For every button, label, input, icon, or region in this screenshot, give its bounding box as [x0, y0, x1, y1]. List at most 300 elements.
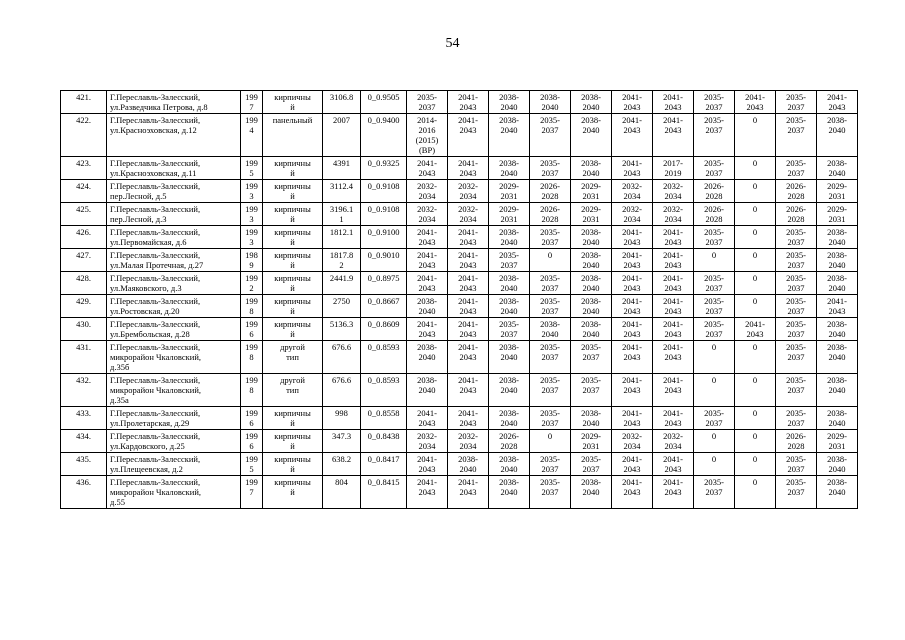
period-cell: [817, 91, 858, 114]
period-cell: [407, 157, 448, 180]
wall-material-cell: [263, 430, 323, 453]
cell-text: 2038-: [458, 454, 478, 464]
cell-text: 2037: [705, 102, 723, 112]
period-cell: [653, 476, 694, 509]
period-cell: [448, 430, 489, 453]
period-cell: [653, 272, 694, 295]
period-cell: [571, 91, 612, 114]
period-cell: [571, 407, 612, 430]
period-cell: [653, 295, 694, 318]
cell-text: 0_0.8975: [367, 273, 400, 283]
cell-text: Г.Переславль-Залесский,: [110, 319, 201, 329]
cell-text: 199: [245, 319, 258, 329]
period-cell: [407, 407, 448, 430]
cell-text: 3: [249, 237, 254, 247]
period-cell: [530, 430, 571, 453]
cell-text: 2037: [787, 283, 805, 293]
cell-text: 2040: [828, 237, 846, 247]
period-cell: [817, 430, 858, 453]
cell-text: 2041-: [417, 273, 437, 283]
cell-text: 2043: [459, 385, 477, 395]
cell-text: 199: [245, 477, 258, 487]
cell-text: 2040: [500, 168, 518, 178]
cell-text: д.55: [110, 497, 125, 507]
cell-text: Г.Переславль-Залесский,: [110, 454, 201, 464]
cell-text: 2043: [459, 283, 477, 293]
cell-text: 2034: [623, 191, 641, 201]
cell-text: пер.Лесной, д.3: [110, 214, 167, 224]
cell-text: 8: [249, 352, 254, 362]
period-cell: [612, 430, 653, 453]
cell-text: 7: [249, 487, 254, 497]
cell-text: Г.Переславль-Залесский,: [110, 273, 201, 283]
cell-text: 2038-: [499, 227, 519, 237]
period-cell: [776, 203, 817, 226]
period-cell: [776, 272, 817, 295]
period-cell: [407, 318, 448, 341]
period-cell: [612, 249, 653, 272]
cell-text: 199: [245, 408, 258, 418]
period-cell: [694, 203, 735, 226]
cell-text: 2043: [418, 237, 436, 247]
cell-text: 2037: [541, 385, 559, 395]
cell-text: 2032-: [458, 181, 478, 191]
cell-text: 2038-: [827, 454, 847, 464]
period-cell: [776, 374, 817, 407]
row-number-cell: [61, 430, 107, 453]
cell-text: 2032-: [417, 431, 437, 441]
cell-text: 0: [711, 375, 717, 385]
cell-text: 2031: [828, 441, 846, 451]
cell-text: 2037: [787, 168, 805, 178]
cell-text: 2035-: [540, 408, 560, 418]
build-year-cell: [241, 114, 263, 157]
period-cell: [817, 341, 858, 374]
period-cell: [407, 453, 448, 476]
cell-text: 2041-: [663, 454, 683, 464]
cell-text: 1: [339, 214, 344, 224]
table-row: [61, 226, 858, 249]
period-cell: [448, 249, 489, 272]
period-cell: [448, 318, 489, 341]
period-cell: [694, 295, 735, 318]
cell-text: 2035-: [540, 115, 560, 125]
cell-text: кирпичны: [274, 319, 311, 329]
cell-text: Г.Переславль-Залесский,: [110, 92, 201, 102]
cell-text: Г.Переславль-Залесский,: [110, 477, 201, 487]
cell-text: 424.: [76, 181, 91, 191]
cell-text: 2028: [705, 214, 723, 224]
cell-text: 2043: [459, 306, 477, 316]
wall-material-cell: [263, 157, 323, 180]
cell-text: 2035-: [540, 296, 560, 306]
cell-text: 2034: [459, 441, 477, 451]
cell-text: 436.: [76, 477, 91, 487]
period-cell: [407, 203, 448, 226]
table-row: [61, 374, 858, 407]
wall-material-cell: [263, 114, 323, 157]
cell-text: 2043: [664, 418, 682, 428]
cell-text: 2041-: [458, 342, 478, 352]
cell-text: 0_0.8593: [367, 375, 400, 385]
cell-text: 0: [711, 342, 717, 352]
cell-text: 2043: [418, 464, 436, 474]
cell-text: 0: [752, 431, 758, 441]
period-cell: [612, 341, 653, 374]
cell-text: 2034: [418, 214, 436, 224]
cell-text: 2038-: [499, 92, 519, 102]
cell-text: 2035-: [704, 115, 724, 125]
cell-text: Г.Переславль-Залесский,: [110, 375, 201, 385]
cell-text: й: [290, 260, 295, 270]
period-cell: [776, 249, 817, 272]
period-cell: [489, 430, 530, 453]
cell-text: 198: [245, 250, 258, 260]
index-cell: [361, 272, 407, 295]
period-cell: [776, 407, 817, 430]
cell-text: 2014-: [417, 115, 437, 125]
address-cell: [107, 180, 241, 203]
cell-text: 2040: [828, 487, 846, 497]
cell-text: 2031: [582, 214, 600, 224]
period-cell: [735, 114, 776, 157]
row-number-cell: [61, 203, 107, 226]
table-row: [61, 249, 858, 272]
period-cell: [448, 226, 489, 249]
period-cell: [571, 203, 612, 226]
index-cell: [361, 476, 407, 509]
period-cell: [530, 157, 571, 180]
cell-text: 2038-: [827, 115, 847, 125]
cell-text: 2041-: [417, 227, 437, 237]
cell-text: 2040: [500, 306, 518, 316]
cell-text: 2026-: [499, 431, 519, 441]
cell-text: 2043: [664, 102, 682, 112]
cell-text: 431.: [76, 342, 91, 352]
table-row: [61, 476, 858, 509]
cell-text: 2037: [787, 352, 805, 362]
row-number-cell: [61, 476, 107, 509]
cell-text: 2026-: [786, 181, 806, 191]
period-cell: [530, 476, 571, 509]
cell-text: 2040: [541, 102, 559, 112]
cell-text: 2040: [541, 329, 559, 339]
cell-text: 1812.1: [329, 227, 354, 237]
cell-text: 2037: [541, 283, 559, 293]
cell-text: 2032-: [622, 431, 642, 441]
cell-text: 2750: [333, 296, 350, 306]
cell-text: 0: [752, 204, 758, 214]
cell-text: 2035-: [540, 342, 560, 352]
cell-text: 2041-: [663, 342, 683, 352]
area-cell: [323, 374, 361, 407]
cell-text: 2041-: [458, 408, 478, 418]
build-year-cell: [241, 226, 263, 249]
period-cell: [776, 295, 817, 318]
cell-text: 2038-: [499, 408, 519, 418]
wall-material-cell: [263, 91, 323, 114]
cell-text: панельный: [272, 115, 313, 125]
cell-text: 5: [249, 464, 254, 474]
cell-text: 2035-: [786, 296, 806, 306]
period-cell: [653, 249, 694, 272]
cell-text: 2038-: [581, 273, 601, 283]
cell-text: 2041-: [622, 227, 642, 237]
cell-text: 2038-: [827, 375, 847, 385]
period-cell: [407, 341, 448, 374]
cell-text: 2041-: [458, 115, 478, 125]
address-cell: [107, 374, 241, 407]
cell-text: 2041-: [622, 273, 642, 283]
cell-text: 2035-: [704, 92, 724, 102]
cell-text: ул.Плещеевская, д.2: [110, 464, 183, 474]
period-cell: [448, 407, 489, 430]
cell-text: 5136.3: [329, 319, 354, 329]
cell-text: 5: [249, 168, 254, 178]
period-cell: [489, 453, 530, 476]
cell-text: 2040: [582, 418, 600, 428]
cell-text: 0_0.9400: [367, 115, 400, 125]
cell-text: 2043: [459, 102, 477, 112]
period-cell: [817, 318, 858, 341]
cell-text: 8: [249, 385, 254, 395]
cell-text: 804: [335, 477, 348, 487]
cell-text: микрорайон Чкаловский,: [110, 385, 202, 395]
cell-text: 998: [335, 408, 348, 418]
cell-text: 2038-: [499, 342, 519, 352]
wall-material-cell: [263, 249, 323, 272]
cell-text: 2038-: [827, 158, 847, 168]
cell-text: 2040: [582, 329, 600, 339]
cell-text: 2032-: [663, 204, 683, 214]
cell-text: 2041-: [458, 375, 478, 385]
cell-text: 2029-: [827, 181, 847, 191]
cell-text: 2043: [664, 352, 682, 362]
cell-text: 2038-: [417, 296, 437, 306]
cell-text: 433.: [76, 408, 91, 418]
cell-text: 2028: [787, 441, 805, 451]
period-cell: [612, 476, 653, 509]
period-cell: [653, 114, 694, 157]
cell-text: (2015): [415, 135, 439, 145]
cell-text: 2043: [459, 329, 477, 339]
cell-text: й: [290, 329, 295, 339]
period-cell: [653, 226, 694, 249]
cell-text: 2007: [333, 115, 350, 125]
period-cell: [489, 91, 530, 114]
cell-text: 2038-: [499, 115, 519, 125]
period-cell: [776, 114, 817, 157]
address-cell: [107, 430, 241, 453]
cell-text: 3: [249, 214, 254, 224]
period-cell: [448, 295, 489, 318]
area-cell: [323, 91, 361, 114]
cell-text: 0: [752, 375, 758, 385]
cell-text: 4: [249, 125, 254, 135]
cell-text: 2037: [541, 306, 559, 316]
cell-text: 2037: [787, 125, 805, 135]
cell-text: 2040: [418, 385, 436, 395]
cell-text: 423.: [76, 158, 91, 168]
cell-text: 2038-: [417, 375, 437, 385]
period-cell: [694, 226, 735, 249]
cell-text: 2038-: [581, 250, 601, 260]
table-row: [61, 272, 858, 295]
row-number-cell: [61, 341, 107, 374]
period-cell: [489, 272, 530, 295]
cell-text: 2035-: [704, 227, 724, 237]
area-cell: [323, 318, 361, 341]
cell-text: 2040: [828, 260, 846, 270]
build-year-cell: [241, 91, 263, 114]
period-cell: [735, 157, 776, 180]
cell-text: й: [290, 237, 295, 247]
period-cell: [407, 272, 448, 295]
cell-text: 2040: [828, 418, 846, 428]
cell-text: 2035-: [786, 92, 806, 102]
period-cell: [735, 341, 776, 374]
cell-text: 2041-: [622, 342, 642, 352]
period-cell: [612, 226, 653, 249]
period-cell: [735, 318, 776, 341]
address-cell: [107, 476, 241, 509]
table-row: [61, 180, 858, 203]
cell-text: й: [290, 418, 295, 428]
cell-text: 2041-: [417, 250, 437, 260]
index-cell: [361, 180, 407, 203]
period-cell: [612, 157, 653, 180]
period-cell: [489, 476, 530, 509]
cell-text: 2040: [828, 464, 846, 474]
cell-text: 2031: [828, 191, 846, 201]
cell-text: й: [290, 214, 295, 224]
cell-text: й: [290, 168, 295, 178]
index-cell: [361, 341, 407, 374]
row-number-cell: [61, 453, 107, 476]
cell-text: 2032-: [663, 431, 683, 441]
cell-text: 2043: [418, 283, 436, 293]
period-cell: [694, 318, 735, 341]
cell-text: 2040: [828, 168, 846, 178]
period-cell: [735, 430, 776, 453]
cell-text: 2028: [705, 191, 723, 201]
period-cell: [653, 341, 694, 374]
row-number-cell: [61, 114, 107, 157]
cell-text: 199: [245, 273, 258, 283]
cell-text: 2037: [500, 260, 518, 270]
cell-text: 199: [245, 227, 258, 237]
address-cell: [107, 91, 241, 114]
cell-text: 2037: [787, 418, 805, 428]
cell-text: 0_0.8593: [367, 342, 400, 352]
cell-text: 2040: [418, 352, 436, 362]
table-row: [61, 157, 858, 180]
period-cell: [448, 374, 489, 407]
area-cell: [323, 180, 361, 203]
cell-text: 2043: [459, 260, 477, 270]
cell-text: 2038-: [827, 477, 847, 487]
cell-text: 2038-: [499, 296, 519, 306]
cell-text: 347.3: [331, 431, 352, 441]
cell-text: 2035-: [786, 227, 806, 237]
period-cell: [612, 272, 653, 295]
period-cell: [817, 226, 858, 249]
cell-text: й: [290, 283, 295, 293]
period-cell: [653, 91, 694, 114]
cell-text: 2034: [664, 214, 682, 224]
address-cell: [107, 272, 241, 295]
cell-text: 2043: [664, 283, 682, 293]
build-year-cell: [241, 295, 263, 318]
index-cell: [361, 114, 407, 157]
period-cell: [571, 341, 612, 374]
cell-text: 2026-: [704, 181, 724, 191]
cell-text: 2043: [418, 418, 436, 428]
cell-text: 2038-: [581, 158, 601, 168]
cell-text: 2038-: [540, 92, 560, 102]
area-cell: [323, 295, 361, 318]
cell-text: кирпичны: [274, 454, 311, 464]
period-cell: [735, 203, 776, 226]
cell-text: 2041-: [622, 296, 642, 306]
period-cell: [735, 295, 776, 318]
cell-text: 0_0.8667: [367, 296, 400, 306]
wall-material-cell: [263, 453, 323, 476]
cell-text: 2037: [582, 464, 600, 474]
cell-text: 2043: [664, 237, 682, 247]
cell-text: 199: [245, 204, 258, 214]
cell-text: 2043: [746, 102, 764, 112]
cell-text: й: [290, 306, 295, 316]
cell-text: 0_0.9505: [367, 92, 400, 102]
cell-text: 2028: [787, 214, 805, 224]
period-cell: [735, 249, 776, 272]
cell-text: 2043: [746, 329, 764, 339]
cell-text: 0: [752, 273, 758, 283]
period-cell: [612, 114, 653, 157]
period-cell: [694, 476, 735, 509]
cell-text: 2037: [500, 329, 518, 339]
cell-text: 2029-: [581, 431, 601, 441]
period-cell: [448, 341, 489, 374]
cell-text: ул.Маяковского, д.3: [110, 283, 182, 293]
period-cell: [489, 249, 530, 272]
cell-text: 2032-: [458, 204, 478, 214]
cell-text: 2043: [623, 352, 641, 362]
cell-text: 2041-: [458, 296, 478, 306]
period-cell: [571, 180, 612, 203]
period-cell: [612, 180, 653, 203]
index-cell: [361, 203, 407, 226]
index-cell: [361, 295, 407, 318]
cell-text: 2041-: [622, 250, 642, 260]
cell-text: 2038-: [827, 273, 847, 283]
cell-text: 2043: [459, 237, 477, 247]
cell-text: 2041-: [663, 319, 683, 329]
wall-material-cell: [263, 476, 323, 509]
area-cell: [323, 272, 361, 295]
period-cell: [735, 374, 776, 407]
wall-material-cell: [263, 318, 323, 341]
cell-text: й: [290, 102, 295, 112]
cell-text: кирпичны: [274, 431, 311, 441]
cell-text: 199: [245, 115, 258, 125]
cell-text: 2040: [582, 125, 600, 135]
cell-text: 2043: [828, 306, 846, 316]
cell-text: 2037: [541, 352, 559, 362]
cell-text: 2037: [787, 102, 805, 112]
cell-text: 2037: [582, 385, 600, 395]
